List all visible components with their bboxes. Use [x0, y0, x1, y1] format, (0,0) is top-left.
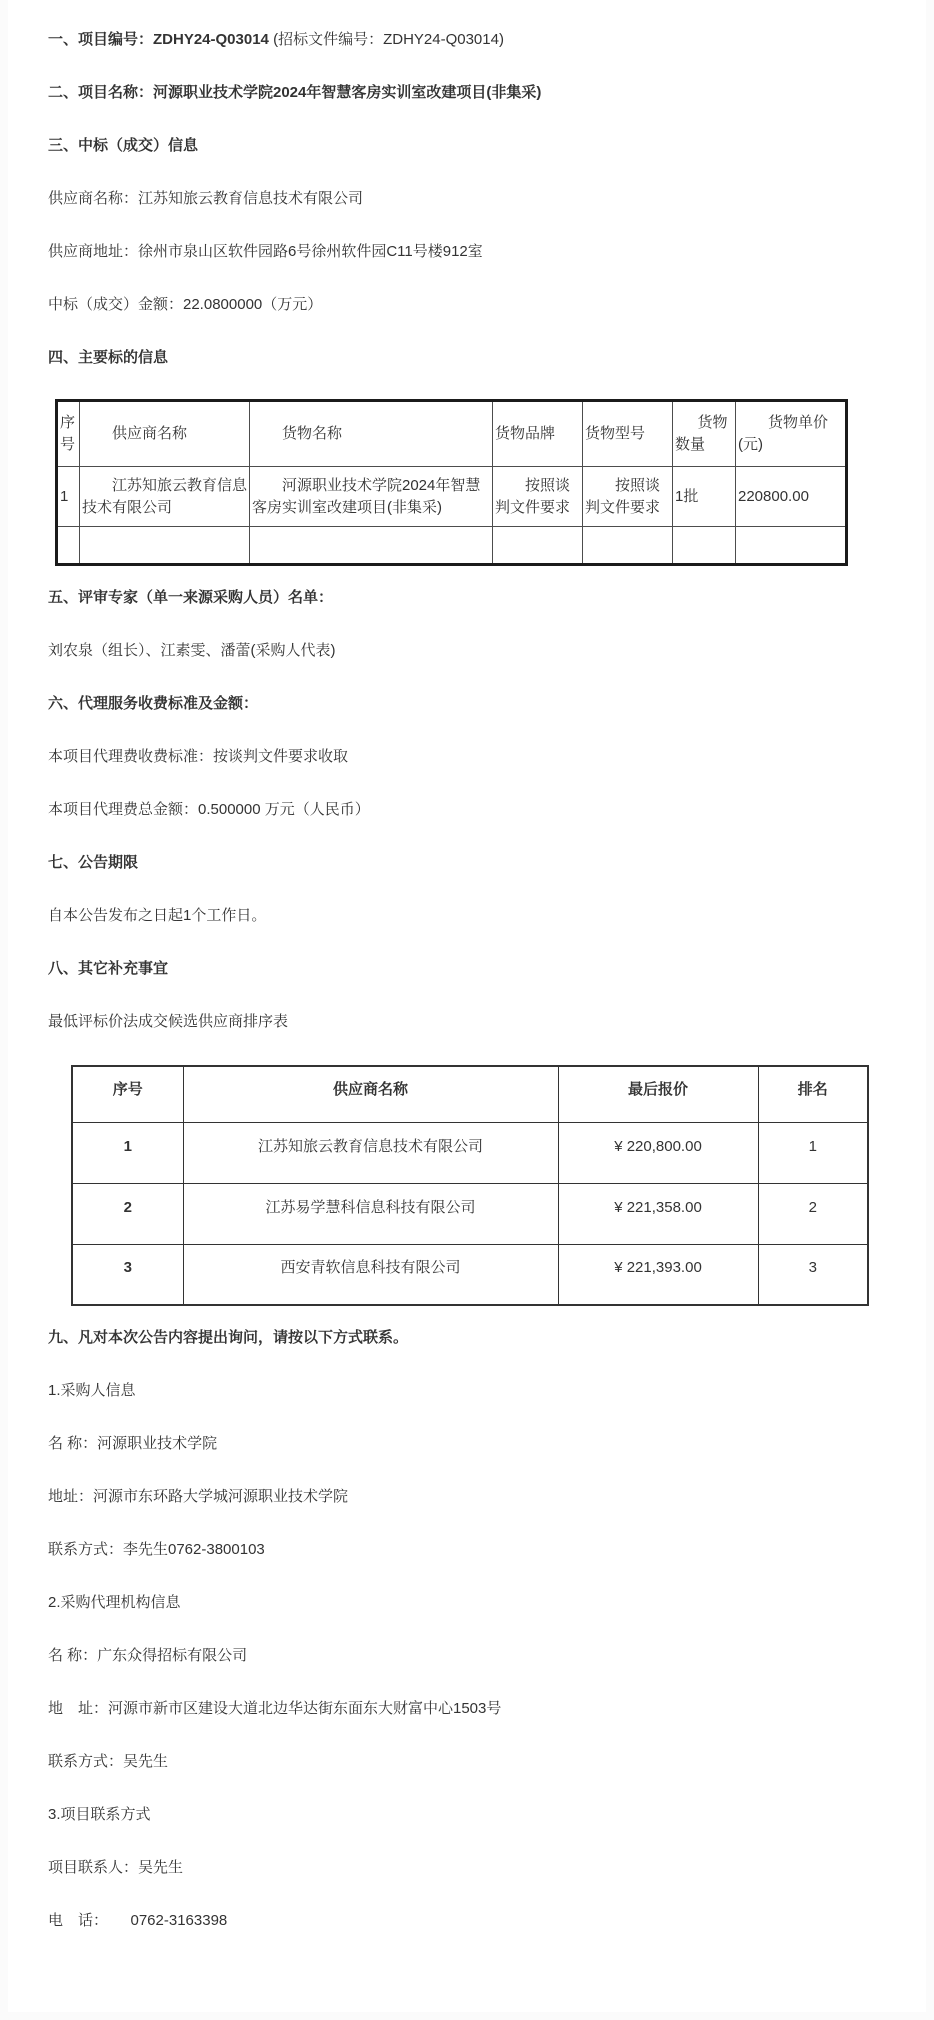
agency-name-line: 名 称：广东众得招标有限公司: [48, 1647, 248, 1664]
empty-cell: [673, 527, 736, 565]
rank-cell-supplier: 西安青软信息科技有限公司: [183, 1244, 558, 1305]
bid-items-empty-row: [57, 527, 847, 565]
rank-header-rank: 排名: [758, 1066, 868, 1122]
cell-goods-name: 河源职业技术学院2024年智慧客房实训室改建项目(非集采): [250, 467, 493, 527]
award-amount-line: 中标（成交）金额：22.0800000（万元）: [48, 296, 323, 313]
rank-header-seq: 序号: [72, 1066, 183, 1122]
section-7-period-heading: 七、公告期限: [48, 854, 139, 871]
supplier-address-line: 供应商地址：徐州市泉山区软件园路6号徐州软件园C11号楼912室: [48, 243, 483, 260]
ranking-table-note: 最低评标价法成交候选供应商排序表: [48, 1013, 289, 1030]
tender-doc-number: (招标文件编号：ZDHY24-Q03014): [268, 31, 504, 48]
supplier-name-line: 供应商名称：江苏知旅云教育信息技术有限公司: [48, 190, 364, 207]
project-contact-phone-line: 电 话： 0762-3163398: [48, 1912, 228, 1929]
cell-supplier: 江苏知旅云教育信息技术有限公司: [80, 467, 250, 527]
bid-items-data-row: [57, 467, 847, 527]
rank-cell-rank: 3: [758, 1244, 868, 1305]
section-1-project-number: [48, 14, 894, 67]
rank-cell-final-price: ¥ 221,358.00: [558, 1183, 758, 1244]
project-contact-header: 3.项目联系方式: [48, 1806, 151, 1823]
rank-cell-seq: 1: [72, 1122, 183, 1183]
project-contact-person-line: 项目联系人：吴先生: [48, 1859, 184, 1876]
purchaser-address-line: 地址：河源市东环路大学城河源职业技术学院: [48, 1488, 349, 1505]
cell-goods-qty: 1批: [673, 467, 736, 527]
empty-cell: [736, 527, 847, 565]
rank-cell-final-price: ¥ 220,800.00: [558, 1122, 758, 1183]
bid-items-table: [55, 399, 848, 566]
agency-info-header: 2.采购代理机构信息: [48, 1594, 181, 1611]
header-cell-goods-brand: 货物品牌: [493, 401, 583, 467]
rank-cell-supplier: 江苏易学慧科信息科技有限公司: [183, 1183, 558, 1244]
agency-contact-line: 联系方式：吴先生: [48, 1753, 169, 1770]
ranking-header-row: [72, 1066, 868, 1122]
bid-items-header-row: [57, 401, 847, 467]
experts-list: 刘农泉（组长）、江素雯、潘蕾(采购人代表): [48, 642, 336, 659]
announcement-content: [8, 0, 926, 2012]
empty-cell: [493, 527, 583, 565]
rank-cell-final-price: ¥ 221,393.00: [558, 1244, 758, 1305]
section-2-project-name: 二、项目名称：河源职业技术学院2024年智慧客房实训室改建项目(非集采): [48, 84, 542, 101]
header-cell-goods-name: 货物名称: [250, 401, 493, 467]
section-3-award-info-heading: 三、中标（成交）信息: [48, 137, 199, 154]
rank-cell-rank: 2: [758, 1183, 868, 1244]
rank-cell-rank: 1: [758, 1122, 868, 1183]
cell-goods-brand: 按照谈判文件要求: [493, 467, 583, 527]
empty-cell: [583, 527, 673, 565]
header-cell-goods-qty: 货物数量: [673, 401, 736, 467]
header-cell-goods-model: 货物型号: [583, 401, 673, 467]
section-4-bid-items-heading: 四、主要标的信息: [48, 349, 169, 366]
empty-cell: [57, 527, 80, 565]
empty-cell: [250, 527, 493, 565]
rank-cell-seq: 2: [72, 1183, 183, 1244]
ranking-row-2: [72, 1183, 868, 1244]
purchaser-name-line: 名 称：河源职业技术学院: [48, 1435, 218, 1452]
cell-goods-price: 220800.00: [736, 467, 847, 527]
announcement-period-line: 自本公告发布之日起1个工作日。: [48, 907, 267, 924]
header-cell-goods-price: 货物单价(元): [736, 401, 847, 467]
section-5-experts-heading: 五、评审专家（单一来源采购人员）名单：: [48, 589, 334, 606]
ranking-row-1: [72, 1122, 868, 1183]
purchaser-contact-line: 联系方式：李先生0762-3800103: [48, 1541, 265, 1558]
rank-header-final-price: 最后报价: [558, 1066, 758, 1122]
agency-fee-total-line: 本项目代理费总金额：0.500000 万元（人民币）: [48, 801, 370, 818]
section-6-agency-fee-heading: 六、代理服务收费标准及金额：: [48, 695, 259, 712]
rank-cell-seq: 3: [72, 1244, 183, 1305]
ranking-table: [71, 1065, 869, 1306]
empty-cell: [80, 527, 250, 565]
purchaser-info-header: 1.采购人信息: [48, 1382, 136, 1399]
cell-seq: 1: [57, 467, 80, 527]
agency-address-line: 地 址：河源市新市区建设大道北边华达街东面东大财富中心1503号: [48, 1700, 502, 1717]
header-cell-supplier: 供应商名称: [80, 401, 250, 467]
agency-fee-standard-line: 本项目代理费收费标准：按谈判文件要求收取: [48, 748, 349, 765]
section-9-contact-heading: 九、凡对本次公告内容提出询问，请按以下方式联系。: [48, 1329, 409, 1346]
rank-header-supplier: 供应商名称: [183, 1066, 558, 1122]
project-number-bold: 一、项目编号：ZDHY24-Q03014: [48, 31, 269, 48]
header-cell-seq: 序号: [57, 401, 80, 467]
cell-goods-model: 按照谈判文件要求: [583, 467, 673, 527]
rank-cell-supplier: 江苏知旅云教育信息技术有限公司: [183, 1122, 558, 1183]
section-8-supplement-heading: 八、其它补充事宜: [48, 960, 169, 977]
ranking-row-3: [72, 1244, 868, 1305]
